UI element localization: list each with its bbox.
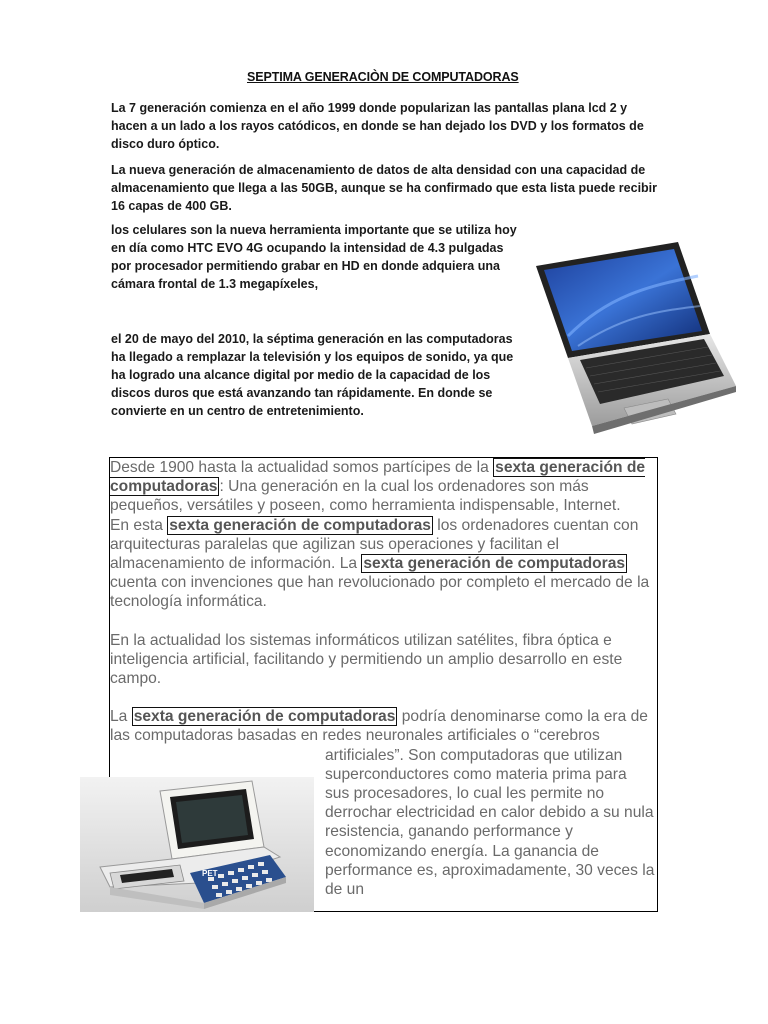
keyword-highlight: sexta generación de computadoras [363, 555, 626, 573]
text-run: La [110, 708, 132, 726]
textbox-paragraph-1 [110, 458, 657, 516]
text-run: : Una generación en la cual los ordenadores son más pequeños, versátiles y poseen, como herramienta indispensable, Internet. [110, 478, 621, 515]
text-run: podría denominarse como la era de las computadoras basadas en redes neuronales artificiales o [110, 708, 648, 745]
laptop-image [528, 236, 740, 440]
keyword-highlight: sexta generación de computadoras [110, 459, 646, 496]
keyword-highlight: sexta generación de computadoras [169, 516, 431, 534]
paragraph-1: La 7 generación comienza en el año 1999 donde popularizan las pantallas plana lcd 2 y hacen a un lado a los rayos catódicos, en donde se han dejado los DVD y los formatos de disco duro óptico. [111, 101, 644, 151]
paragraph-2: La nueva generación de almacenamiento de datos de alta densidad con una capacidad de almacenamiento que llega a las 50GB, aunque se ha confirmado que esta lista puede recibir 16 capas de 400 GB. [111, 163, 658, 213]
pet-label: PET [202, 869, 218, 878]
text-run: “cerebros artificiales”. Son computadoras que utilizan superconductores como materia prima para sus procesadores, lo cual les permite no derrochar electricidad en calor debido a su nula resistencia, ganando performance y economizando energía. La ganancia de performance es, aproximadamente, 30 veces la de un [325, 727, 655, 899]
paragraph-spacer [110, 612, 657, 631]
pet-computer-image [80, 777, 314, 912]
text-run: En esta [110, 516, 168, 534]
textbox-paragraph-2 [110, 516, 657, 612]
document-title: SEPTIMA GENERACIÒN DE COMPUTADORAS [247, 70, 519, 84]
text-run: los ordenadores cuentan con arquitecturas paralelas que agilizan sus operaciones y facilitan el almacenamiento de información. La [110, 516, 639, 573]
text-run: cuenta con invenciones que han revolucionado por completo el mercado de la tecnología informática. [110, 574, 650, 611]
paragraph-4: el 20 de mayo del 2010, la séptima generación en las computadoras ha llegado a remplazar la televisión y los equipos de sonido, ya que ha logrado una alcance digital por medio de la capacidad de los discos duros que está avanzando tan rápidamente. En donde se convierte en un centro de entretenimiento. [111, 332, 514, 418]
textbox-paragraph-3: En la actualidad los sistemas informáticos utilizan satélites, fibra óptica e inteligencia artificial, facilitando y permitiendo un amplio desarrollo en este campo. [110, 631, 623, 688]
paragraph-3: los celulares son la nueva herramienta importante que se utiliza hoy en día como HTC EVO 4G ocupando la intensidad de 4.3 pulgadas por procesador permitiendo grabar en HD en donde adquiera una cámara frontal de 1.3 megapíxeles, [111, 223, 517, 291]
keyword-highlight: sexta generación de computadoras [133, 708, 396, 726]
paragraph-spacer [110, 688, 657, 707]
text-run: Desde 1900 hasta la actualidad somos partícipes de la [110, 459, 494, 476]
